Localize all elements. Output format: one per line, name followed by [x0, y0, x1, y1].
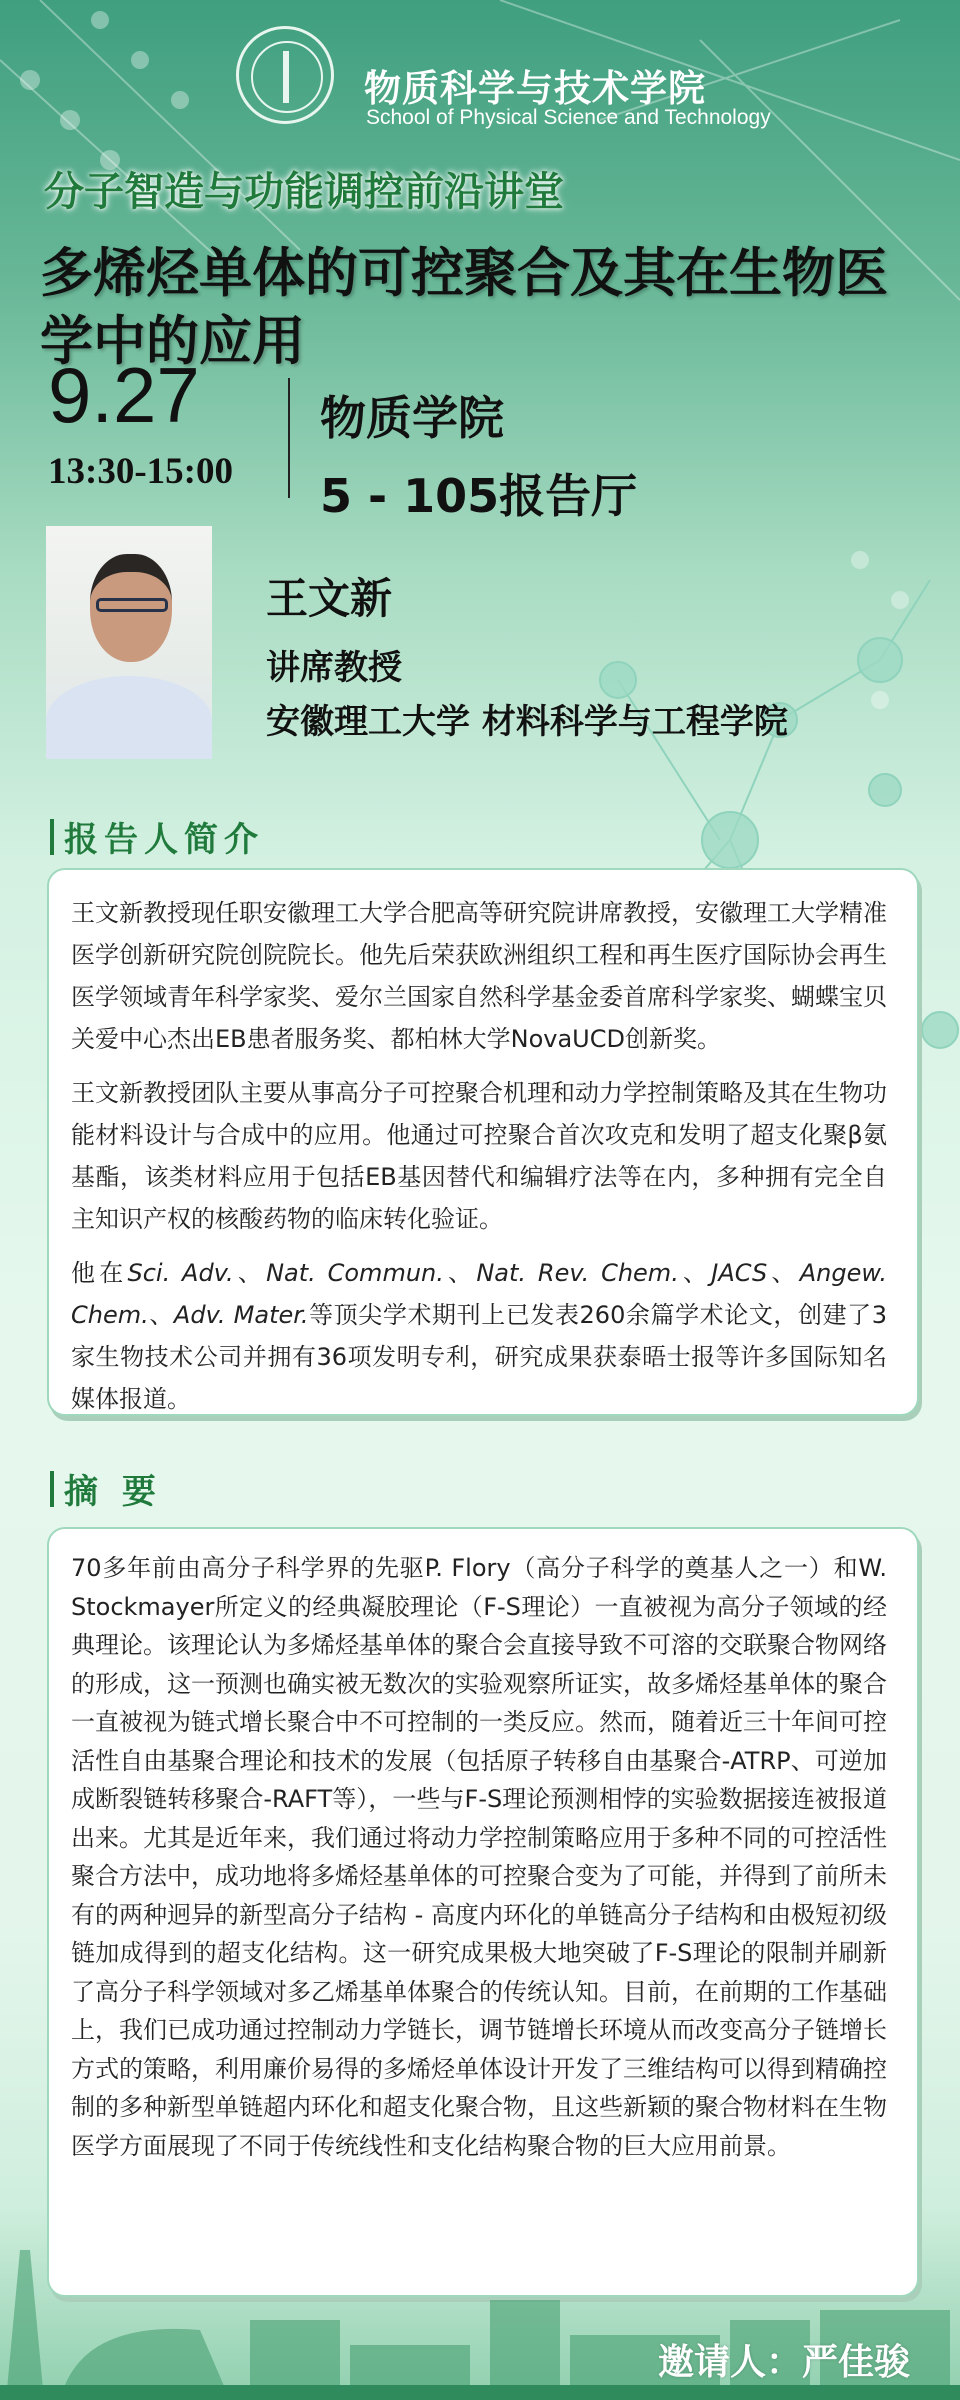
- lecture-series-title: 分子智造与功能调控前沿讲堂: [44, 169, 564, 215]
- divider: [288, 378, 290, 498]
- bio-box: [47, 868, 919, 1416]
- speaker-affiliation: 安徽理工大学 材料科学与工程学院: [266, 702, 788, 742]
- text: 他在: [71, 1259, 128, 1287]
- bio-paragraph-2: 王文新教授团队主要从事高分子可控聚合机理和动力学控制策略及其在生物功能材料设计与合成中的应用。他通过可控聚合首次攻克和发明了超支化聚β氨基酯，该类材料应用于包括EB基因替代和编辑疗法等在内，多种拥有完全自主知识产权的核酸药物的临床转化验证。: [71, 1079, 887, 1233]
- speaker-title: 讲席教授: [266, 648, 402, 688]
- abstract-box: [47, 1527, 919, 2297]
- journal: Sci. Adv.: [127, 1259, 234, 1287]
- journal: Angew. Chem.: [71, 1259, 888, 1329]
- school-name-cn: 物质科学与技术学院: [364, 66, 706, 110]
- sep: 、: [233, 1259, 267, 1287]
- journal: JACS: [711, 1259, 768, 1287]
- event-date: 9.27: [48, 351, 200, 439]
- venue-room: 5 - 105报告厅: [320, 469, 638, 523]
- sep: 、: [148, 1301, 174, 1329]
- abstract-heading-text: 摘 要: [64, 1472, 162, 1512]
- abstract-heading: [50, 1464, 162, 1513]
- bio-paragraph-1: 王文新教授现任职安徽理工大学合肥高等研究院讲席教授，安徽理工大学精准医学创新研究院创院院长。他先后荣获欧洲组织工程和再生医疗国际协会再生医学领域青年科学家奖、爱尔兰国家自然科学基金委首席科学家奖、蝴蝶宝贝关爱中心杰出EB患者服务奖、都柏林大学NovaUCD创新奖。: [71, 899, 887, 1053]
- abstract-text: 70多年前由高分子科学界的先驱P. Flory（高分子科学的奠基人之一）和W. Stockmayer所定义的经典凝胶理论（F-S理论）一直被视为高分子领域的经典理论。该理论认为多烯烃基单体的聚合会直接导致不可溶的交联聚合物网络的形成，这一预测也确实被无数次的实验观察所证实，故多烯烃基单体的聚合一直被视为链式增长聚合中不可控制的一类反应。然而，随着近三十年间可控活性自由基聚合理论和技术的发展（包括原子转移自由基聚合-ATRP、可逆加成断裂链转移聚合-RAFT等），一些与F-S理论预测相悖的实验数据接连被报道出来。尤其是近年来，我们通过将动力学控制策略应用于多种不同的可控活性聚合方法中，成功地将多烯烃基单体的可控聚合变为了可能，并得到了前所未有的两种迥异的新型高分子结构 - 高度内环化的单链高分子结构和由极短初级链加成得到的超支化结构。这一研究成果极大地突破了F-S理论的限制并刷新了高分子科学领域对多乙烯基单体聚合的传统认知。目前，在前期的工作基础上，我们已成功通过控制动力学链长，调节链增长环境从而改变高分子链增长方式的策略，利用廉价易得的多烯烃单体设计开发了三维结构可以得到精确控制的多种新型单链超内环化和超支化聚合物，且这些新颖的聚合物材料在生物医学方面展现了不同于传统线性和支化结构聚合物的巨大应用前景。: [71, 1554, 887, 2160]
- lecture-title: 多烯烃单体的可控聚合及其在生物医学中的应用: [40, 243, 888, 372]
- event-time: 13:30-15:00: [48, 451, 233, 492]
- journal: Adv. Mater.: [173, 1301, 309, 1329]
- speaker-photo: [46, 526, 212, 759]
- text: 等顶尖学术期刊上已发表260余篇学术论文，创建了3家生物技术公司并拥有36项发明专利，研究成果获泰晤士报等许多国际知名媒体报道。: [71, 1301, 888, 1413]
- heading-bar: [50, 1471, 54, 1507]
- school-name-en: School of Physical Science and Technology: [366, 106, 771, 129]
- inviter: 邀请人：严佳骏: [658, 2342, 911, 2383]
- speaker-name: 王文新: [266, 574, 393, 623]
- sep: 、: [443, 1259, 477, 1287]
- journal: Nat. Rev. Chem.: [476, 1259, 679, 1287]
- heading-bar: [50, 819, 54, 855]
- sep: 、: [678, 1259, 712, 1287]
- bio-heading: [50, 812, 264, 861]
- bio-paragraph-3: [71, 1252, 887, 1420]
- university-logo: [236, 26, 334, 124]
- venue-building: 物质学院: [320, 391, 504, 445]
- bio-heading-text: 报告人简介: [64, 820, 264, 860]
- journal: Nat. Commun.: [266, 1259, 444, 1287]
- sep: 、: [767, 1259, 800, 1287]
